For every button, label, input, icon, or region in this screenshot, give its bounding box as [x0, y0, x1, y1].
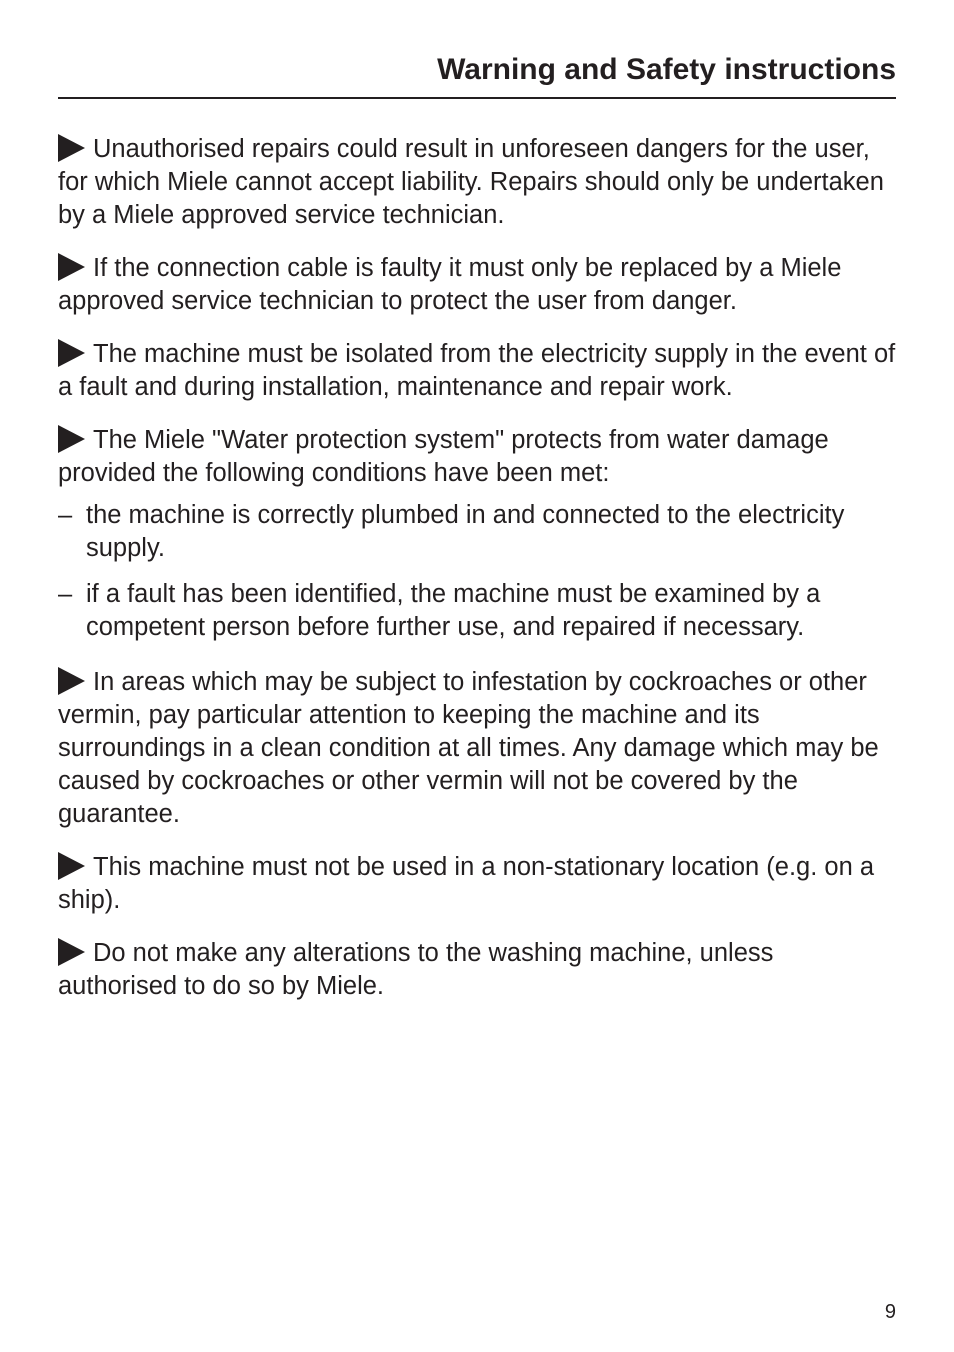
instruction-text: Do not make any alterations to the washing machine, unless authorised to do so by Miele.	[58, 939, 774, 1000]
instruction-text: The machine must be isolated from the electricity supply in the event of a fault and during installation, maintenance and repair work.	[58, 340, 896, 401]
dash-marker: –	[58, 501, 73, 529]
page-title: Warning and Safety instructions	[437, 53, 896, 86]
instruction-text: If the connection cable is faulty it must only be replaced by a Miele approved service technician to protect the user from danger.	[58, 254, 842, 315]
condition-item	[58, 578, 896, 644]
instruction-text: In areas which may be subject to infestation by cockroaches or other vermin, pay particular attention to keeping the machine and its surroundings in a clean condition at all times. Any damage which may be caused by cockroaches or other vermin will not be covered by the guarantee.	[58, 668, 879, 828]
triangle-arrow-right-icon	[58, 852, 85, 880]
triangle-arrow-right-icon	[58, 253, 85, 281]
header-divider	[58, 97, 896, 99]
condition-item	[58, 499, 896, 565]
dash-marker: –	[58, 580, 73, 608]
condition-list	[58, 499, 896, 644]
instruction-paragraph	[58, 666, 896, 831]
instruction-paragraph	[58, 338, 896, 404]
instruction-text: Unauthorised repairs could result in unforeseen dangers for the user, for which Miele cannot accept liability. Repairs should only be undertaken by a Miele approved service technician.	[58, 135, 884, 229]
page-number: 9	[884, 1301, 896, 1323]
instructions-body	[58, 133, 896, 1023]
instruction-paragraph	[58, 424, 896, 490]
triangle-arrow-right-icon	[58, 938, 85, 966]
triangle-arrow-right-icon	[58, 339, 85, 367]
document-page	[58, 0, 896, 1352]
instruction-text: The Miele "Water protection system" protects from water damage provided the following conditions have been met:	[58, 426, 829, 487]
instruction-paragraph	[58, 252, 896, 318]
triangle-arrow-right-icon	[58, 134, 85, 162]
instruction-paragraph	[58, 133, 896, 232]
triangle-arrow-right-icon	[58, 425, 85, 453]
condition-text: the machine is correctly plumbed in and connected to the electricity supply.	[86, 501, 845, 562]
triangle-arrow-right-icon	[58, 667, 85, 695]
instruction-paragraph	[58, 851, 896, 917]
instruction-paragraph	[58, 937, 896, 1003]
instruction-text: This machine must not be used in a non-stationary location (e.g. on a ship).	[58, 853, 875, 914]
condition-text: if a fault has been identified, the machine must be examined by a competent person before further use, and repaired if necessary.	[86, 580, 821, 641]
